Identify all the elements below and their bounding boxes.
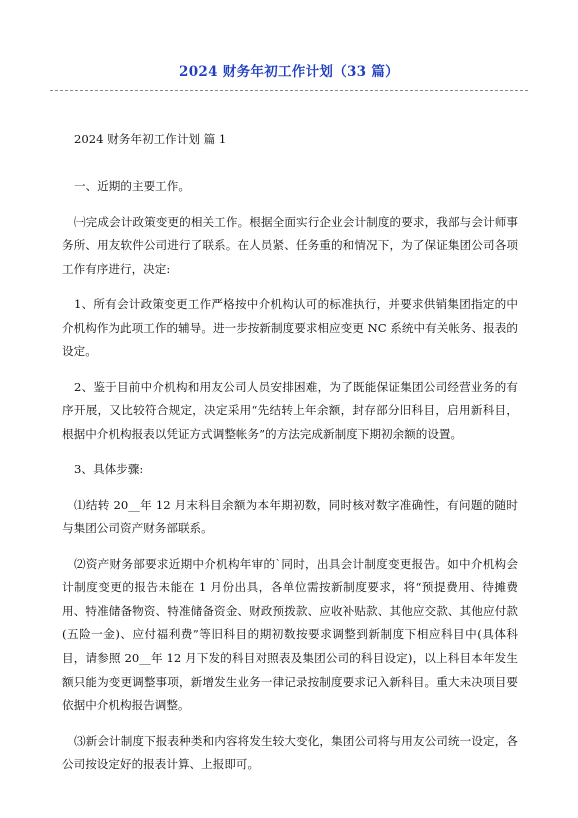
document-body bbox=[62, 128, 518, 777]
paragraph: 一、近期的主要工作。 bbox=[74, 179, 190, 194]
section-subtitle: 2024 财务年初工作计划 篇 1 bbox=[74, 132, 227, 146]
paragraph: ⑴结转 20__年 12 月末科目余额为本年期初数，同时核对数字准确性，有问题的随时与集团公司资产财务部联系。 bbox=[62, 497, 518, 536]
paragraph: ⑶新会计制度下报表种类和内容将发生较大变化，集团公司将与用友公司统一设定，各公司按设定好的报表计算、上报即可。 bbox=[62, 733, 518, 772]
paragraph: 1、所有会计政策变更工作严格按中介机构认可的标准执行，并要求供销集团指定的中介机构作为此项工作的辅导。进一步按新制度要求相应变更 NC 系统中有关帐务、报表的设定。 bbox=[62, 297, 518, 359]
paragraph: ㈠完成会计政策变更的相关工作。根据全面实行企业会计制度的要求，我部与会计师事务所、用友软件公司进行了联系。在人员紧、任务重的和情况下，为了保证集团公司各项工作有序进行，决定: bbox=[62, 214, 518, 276]
document-title: 2024 财务年初工作计划（33 篇） bbox=[179, 64, 399, 80]
paragraph: 3、具体步骤: bbox=[74, 462, 144, 477]
paragraph: 2、鉴于目前中介机构和用友公司人员安排困难，为了既能保证集团公司经营业务的有序开展，又比较符合规定，决定采用“先结转上年余额，封存部分旧科目，启用新科目，根据中介机构报表以凭证方式调整帐务”的方法完成新制度下期初余额的设置。 bbox=[62, 379, 518, 441]
paragraph: ⑵资产财务部要求近期中介机构年审的`同时，出具会计制度变更报告。如中介机构会计制度变更的报告未能在 1 月份出具，各单位需按新制度要求，将“预提费用、待摊费用、特准储备物资、特准储备资金、财政预拨款、应收补贴款、其他应交款、其他应付款(五险一金)、应付福利费”等旧科目的期初数按要求调整到新制度下相应科目中(具体科目，请参照 20__年 12 月下发的科目对照表及集团公司的科目设定)，以上科目本年发生额只能为变更调整事项，新增发生业务一律记录按制度要求记入新科目。重大未决项目要依据中介机构报告调整。 bbox=[62, 556, 518, 713]
title-divider bbox=[50, 90, 528, 91]
